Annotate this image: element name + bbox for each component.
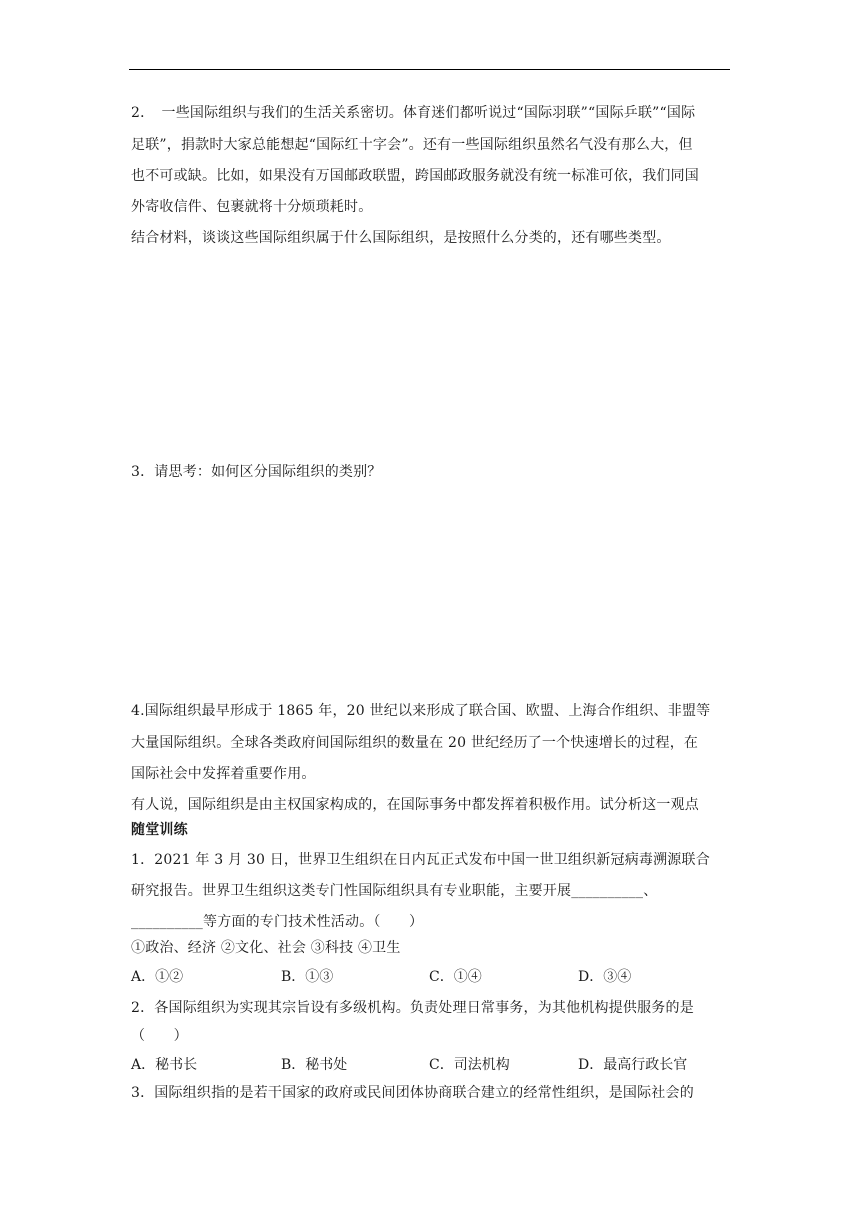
p3-line-1: 3．国际组织指的是若干国家的政府或民间团体协商联合建立的经常性组织，是国际社会的 (131, 1085, 694, 1101)
q3-text: 3．请思考：如何区分国际组织的类别？ (131, 464, 382, 480)
p1-line-3: __________等方面的专门技术性活动。（ ） (131, 914, 424, 930)
p1-option-a[interactable]: A．①② (131, 969, 184, 985)
p1-option-d[interactable]: D．③④ (578, 969, 632, 985)
section-title: 随堂训练 (131, 822, 188, 838)
q2-line-1: 2． 一些国际组织与我们的生活关系密切。体育迷们都听说过“国际羽联”“国际乒联”“国际 (131, 105, 696, 121)
p2-line-1: 2．各国际组织为实现其宗旨设有多级机构。负责处理日常事务，为其他机构提供服务的是 (131, 1000, 694, 1016)
q2-line-4: 外寄收信件、包裹就将十分烦琐耗时。 (131, 199, 373, 215)
q2-prompt: 结合材料，谈谈这些国际组织属于什么国际组织，是按照什么分类的，还有哪些类型。 (131, 230, 671, 246)
q2-line-3: 也不可或缺。比如，如果没有万国邮政联盟，跨国邮政服务就没有统一标准可依，我们同国 (131, 168, 699, 184)
p2-option-a[interactable]: A．秘书长 (131, 1057, 198, 1073)
header-rule (129, 69, 730, 70)
q4-line-3: 国际社会中发挥着重要作用。 (131, 766, 316, 782)
p1-option-c[interactable]: C．①④ (429, 969, 482, 985)
p2-option-c[interactable]: C．司法机构 (429, 1057, 510, 1073)
p1-option-b[interactable]: B．①③ (281, 969, 334, 985)
p1-line-2: 研究报告。世界卫生组织这类专门性国际组织具有专业职能，主要开展__________、 (131, 883, 658, 899)
q4-prompt: 有人说，国际组织是由主权国家构成的，在国际事务中都发挥着积极作用。试分析这一观点 (131, 797, 699, 813)
p1-items: ①政治、经济 ②文化、社会 ③科技 ④卫生 (131, 940, 401, 956)
q4-line-1: 4.国际组织最早形成于 1865 年，20 世纪以来形成了联合国、欧盟、上海合作组织、非盟等 (131, 703, 711, 719)
q4-line-2: 大量国际组织。全球各类政府间国际组织的数量在 20 世纪经历了一个快速增长的过程，在 (131, 735, 699, 751)
p2-option-d[interactable]: D．最高行政长官 (578, 1057, 688, 1073)
p2-line-2: （ ） (131, 1028, 188, 1044)
q2-line-2: 足联”，捐款时大家总能想起“国际红十字会”。还有一些国际组织虽然名气没有那么大，但 (131, 137, 693, 153)
p1-line-1: 1．2021 年 3 月 30 日，世界卫生组织在日内瓦正式发布中国一世卫组织新冠病毒溯源联合 (131, 852, 710, 868)
p2-option-b[interactable]: B．秘书处 (281, 1057, 348, 1073)
